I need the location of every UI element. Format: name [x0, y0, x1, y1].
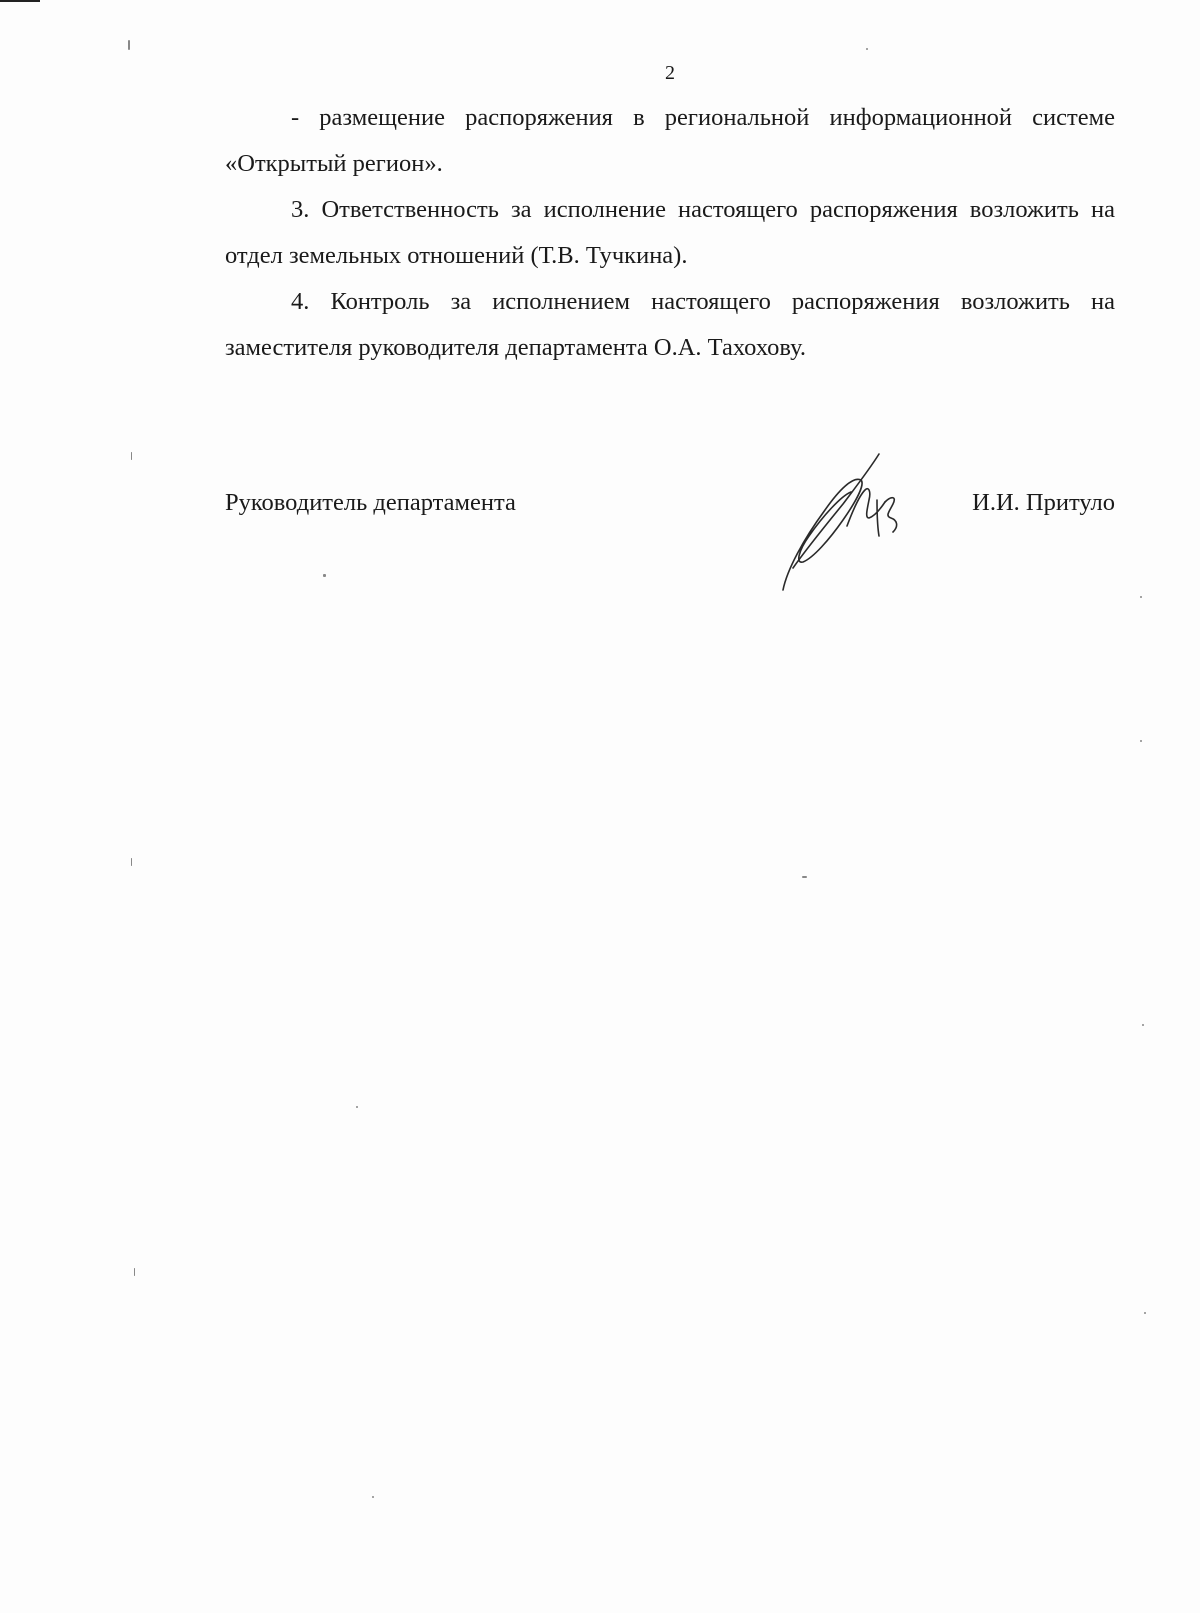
page-number: 2 — [665, 62, 675, 84]
signature-block — [225, 480, 1115, 590]
scan-speck — [131, 858, 132, 866]
scan-speck — [131, 452, 132, 460]
scan-speck — [356, 1106, 358, 1108]
document-body — [225, 95, 1115, 187]
scan-speck — [134, 1268, 135, 1276]
paragraph-control: 4. Контроль за исполнением настоящего распоряжения возложить на заместителя руководителя департамента О.А. Тахохову. — [225, 288, 1115, 361]
scan-speck — [1140, 596, 1142, 598]
scan-speck — [1140, 740, 1142, 742]
paragraph-responsibility: 3. Ответственность за исполнение настоящего распоряжения возложить на отдел земельных отношений (Т.В. Тучкина). — [225, 196, 1115, 269]
scan-speck — [1142, 1024, 1144, 1026]
scan-speck — [372, 1496, 374, 1498]
document-body-item-4 — [225, 279, 1115, 371]
signer-title: Руководитель департамента — [225, 489, 516, 516]
scan-speck — [866, 48, 868, 50]
paragraph-publication: - размещение распоряжения в региональной информационной системе «Открытый регион». — [225, 104, 1115, 177]
scan-artifact — [0, 0, 40, 2]
handwritten-signature — [773, 440, 913, 600]
scan-speck — [323, 574, 326, 577]
scan-speck — [802, 876, 807, 878]
scan-speck — [128, 40, 130, 50]
signer-name: И.И. Притуло — [972, 489, 1115, 516]
scan-speck — [1144, 1312, 1146, 1314]
document-body-item-3 — [225, 187, 1115, 279]
